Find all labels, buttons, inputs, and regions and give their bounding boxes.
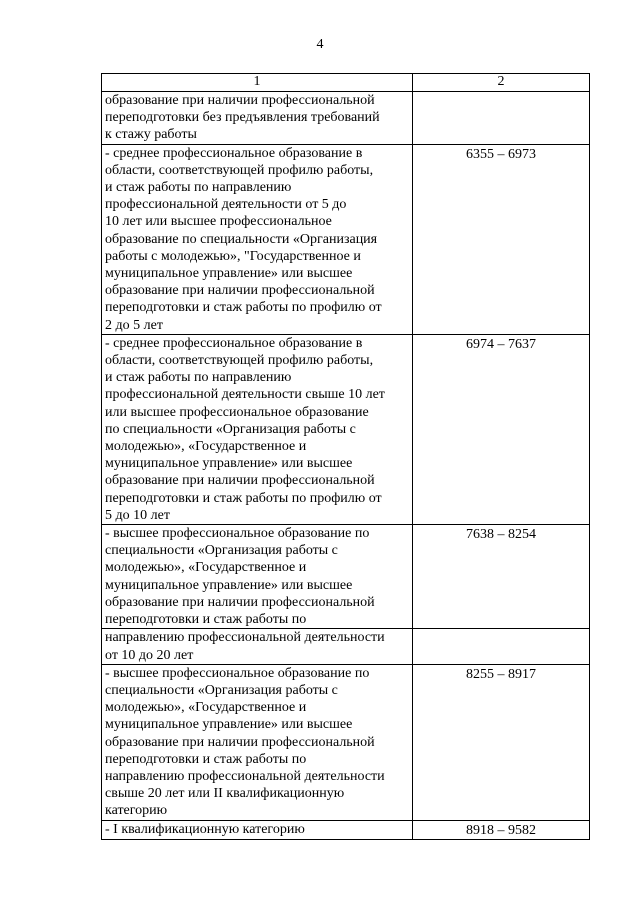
requirements-line: образование по специальности «Организация (105, 231, 378, 247)
salary-table (101, 73, 590, 840)
requirements-line: переподготовки без предъявления требований (105, 110, 380, 126)
requirements-line: категорию (105, 803, 168, 819)
requirements-cell (102, 334, 413, 524)
requirements-line: направлению профессиональной деятельности (105, 630, 385, 646)
requirements-cell (102, 820, 413, 839)
table-row (102, 92, 590, 145)
requirements-line: и стаж работы по направлению (105, 370, 292, 386)
column-header-1: 1 (102, 74, 413, 92)
requirements-line: - среднее профессиональное образование в (105, 145, 363, 161)
requirements-line: образование при наличии профессиональной (105, 594, 375, 610)
salary-range-cell (413, 92, 590, 145)
requirements-line: образование при наличии профессиональной (105, 93, 375, 108)
requirements-line: специальности «Организация работы с (105, 682, 338, 698)
table-row (102, 334, 590, 524)
requirements-line: - I квалификационную категорию (105, 821, 305, 837)
requirements-line: муниципальное управление» или высшее (105, 577, 353, 593)
requirements-line: направлению профессиональной деятельности (105, 768, 385, 784)
requirements-line: к стажу работы (105, 127, 197, 143)
requirements-cell (102, 629, 413, 664)
requirements-line: - среднее профессиональное образование в (105, 335, 363, 351)
requirements-line: переподготовки и стаж работы по (105, 751, 307, 767)
salary-range-cell: 6974 – 7637 (413, 334, 590, 524)
salary-range-cell: 7638 – 8254 (413, 525, 590, 629)
requirements-line: образование при наличии профессиональной (105, 283, 375, 299)
requirements-line: муниципальное управление» или высшее (105, 266, 353, 282)
table-row (102, 820, 590, 839)
requirements-cell (102, 664, 413, 820)
requirements-line: переподготовки и стаж работы по профилю от (105, 490, 382, 506)
requirements-line: переподготовки и стаж работы по (105, 612, 307, 628)
requirements-line: муниципальное управление» или высшее (105, 717, 353, 733)
requirements-line: - высшее профессиональное образование по (105, 526, 370, 542)
requirements-line: профессиональной деятельности от 5 до (105, 197, 347, 213)
requirements-line: профессиональной деятельности свыше 10 лет (105, 387, 385, 403)
requirements-line: или высшее профессиональное образование (105, 404, 369, 420)
requirements-line: молодежью», «Государственное и (105, 700, 307, 716)
requirements-line: 2 до 5 лет (105, 317, 163, 333)
requirements-line: молодежью», «Государственное и (105, 439, 307, 455)
requirements-cell (102, 525, 413, 629)
requirements-line: области, соответствующей профилю работы, (105, 162, 374, 178)
requirements-line: от 10 до 20 лет (105, 647, 194, 663)
requirements-line: молодежью», «Государственное и (105, 560, 307, 576)
requirements-line: - высшее профессиональное образование по (105, 665, 370, 681)
requirements-line: образование при наличии профессиональной (105, 473, 375, 489)
requirements-cell (102, 144, 413, 334)
salary-range-cell: 8255 – 8917 (413, 664, 590, 820)
table-header-row (102, 74, 590, 92)
requirements-line: свыше 20 лет или II квалификационную (105, 786, 345, 802)
requirements-line: муниципальное управление» или высшее (105, 456, 353, 472)
requirements-line: по специальности «Организация работы с (105, 421, 356, 437)
table-row (102, 525, 590, 629)
table-row (102, 664, 590, 820)
salary-range-cell: 6355 – 6973 (413, 144, 590, 334)
requirements-line: и стаж работы по направлению (105, 180, 292, 196)
requirements-line: переподготовки и стаж работы по профилю от (105, 300, 382, 316)
requirements-line: работы с молодежью», "Государственное и (105, 248, 361, 264)
table-row (102, 629, 590, 664)
requirements-line: образование при наличии профессиональной (105, 734, 375, 750)
requirements-cell (102, 92, 413, 145)
salary-range-cell: 8918 – 9582 (413, 820, 590, 839)
page-number: 4 (316, 37, 324, 52)
requirements-line: 10 лет или высшее профессиональное (105, 214, 332, 230)
salary-range-cell (413, 629, 590, 664)
requirements-line: специальности «Организация работы с (105, 543, 338, 559)
requirements-line: области, соответствующей профилю работы, (105, 353, 374, 369)
table-row (102, 144, 590, 334)
column-header-2: 2 (413, 74, 590, 92)
requirements-line: 5 до 10 лет (105, 507, 170, 523)
